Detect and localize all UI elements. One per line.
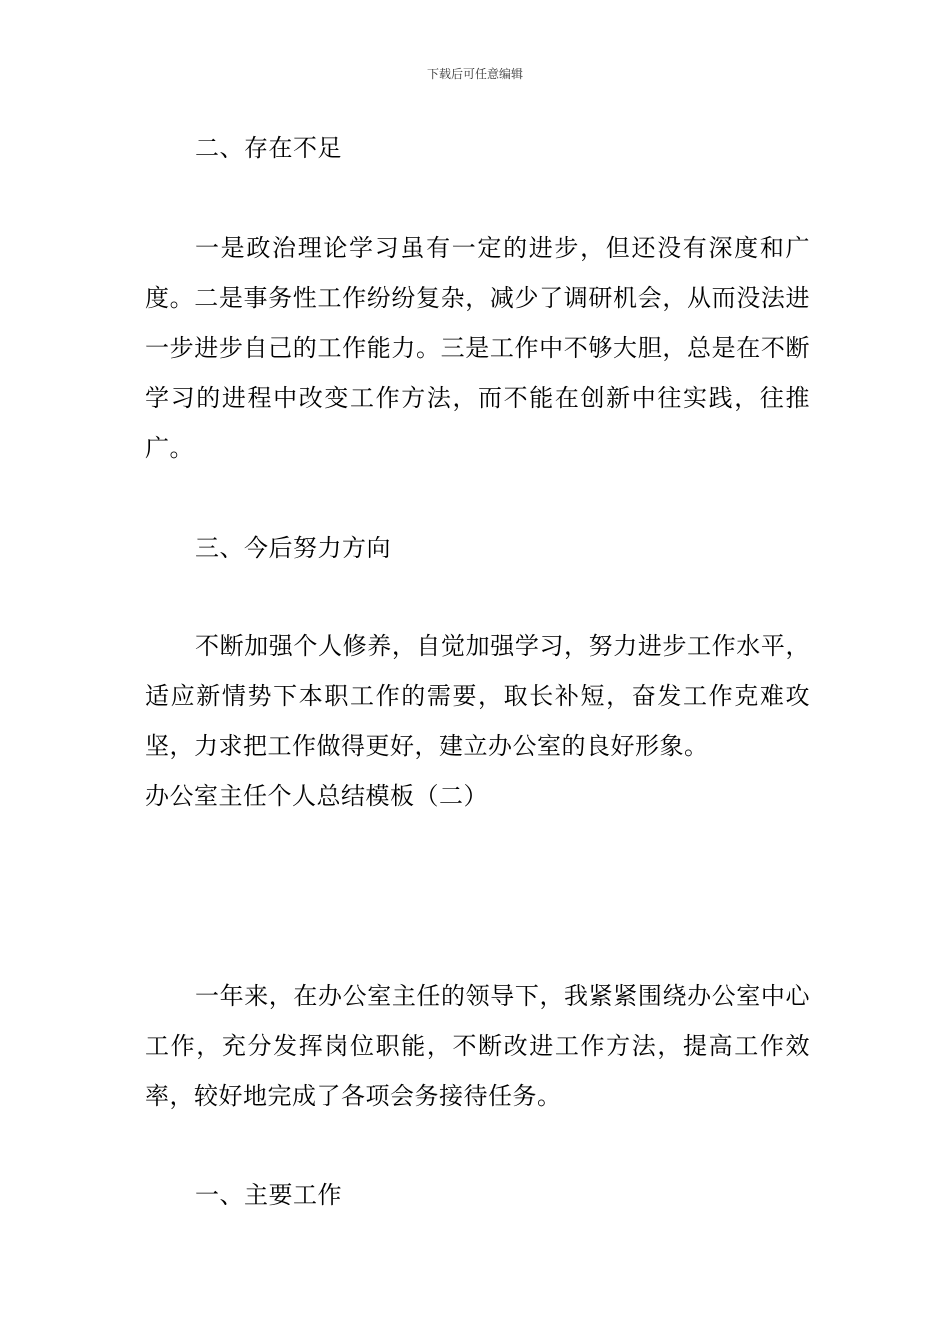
section-heading-future-direction: 三、今后努力方向: [195, 534, 391, 562]
paragraph-shortcomings: 一是政治理论学习虽有一定的进步，但还没有深度和广度。二是事务性工作纷纷复杂，减少了调研机会，从而没法进一步进步自己的工作能力。三是工作中不够大胆，总是在不断学习的进程中改变工作方法，而不能在创新中往实践，往推广。: [145, 234, 810, 462]
paragraph-introduction: 一年来，在办公室主任的领导下，我紧紧围绕办公室中心工作，充分发挥岗位职能，不断改进工作方法，提高工作效率，较好地完成了各项会务接待任务。: [145, 982, 810, 1110]
page-header-note: 下载后可任意编辑: [426, 67, 523, 81]
section-heading-main-work: 一、主要工作: [195, 1181, 342, 1209]
section-heading-shortcomings: 二、存在不足: [195, 134, 342, 162]
paragraph-future-direction: 不断加强个人修养，自觉加强学习，努力进步工作水平，适应新情势下本职工作的需要，取长补短，奋发工作克难攻坚，力求把工作做得更好，建立办公室的良好形象。: [145, 632, 810, 760]
template-title: 办公室主任个人总结模板（二）: [145, 782, 488, 810]
